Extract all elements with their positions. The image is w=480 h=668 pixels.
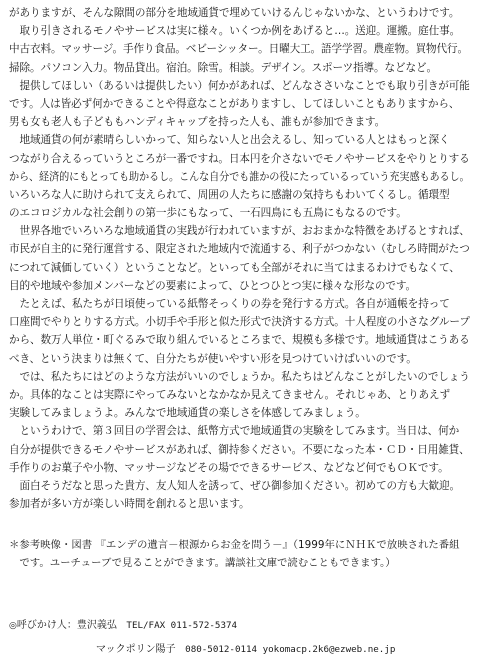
text-line: いろいろな人に助けられて支えられて、周囲の人たちに感謝の気持ちもわいてくるし。循環型 — [9, 188, 450, 201]
text-line: 地域通貨の何が素晴らしいかって、知らない人と出会えるし、知っている人とはもっと深く — [9, 134, 450, 147]
footer-caller — [9, 618, 472, 634]
text-line: から、数万人単位・町ぐるみで取り組んでいるところまで、規模も多様です。地域通貨はこうある — [9, 334, 470, 347]
footer-second-contact — [96, 642, 472, 658]
text-line: たとえば、私たちが日頃使っている紙幣そっくりの券を発行する方式。各自が通帳を持って — [9, 298, 450, 310]
spacer — [9, 513, 470, 531]
caller-label: 呼びかけ人： — [16, 620, 77, 631]
text-line: 参加者が多い方が楽しい時間を創れると思います。 — [9, 498, 250, 511]
reference-note-line-1: ＊参考映像・図書 『エンデの遺言－根源からお金を問う－』（1999年にＮＨＫで放映された番組 — [9, 539, 460, 552]
text-line: 面白そうだなと思った貴方、友人知人を誘って、ぜひ御参加ください。初めての方も大歓迎。 — [9, 479, 461, 492]
second-contact: 080-5012-0114 yokomacp.2k6@ezweb.ne.jp — [185, 644, 396, 655]
text-line: から、経済的にもとっても助かるし。こんな自分でも誰かの役にたっているっていう充実感もあるし。 — [9, 170, 470, 183]
text-line: 世界各地でいろいろな地域通貨の実践が行われていますが、おおまかな特徴をあげるとすれば、 — [9, 225, 470, 238]
text-line: がありますが、そんな隙間の部分を地域通貨で埋めていけるんじゃないかな、というわけです。 — [9, 7, 460, 19]
body-text — [9, 4, 470, 513]
text-line: 目的や地域や参加メンバーなどの要素によって、ひとつひとつ実に様々な形なのです。 — [9, 279, 417, 292]
text-line: か。具体的なことは実際にやってみないとなかなか見えてきません。それじゃあ、とりあえず — [9, 388, 450, 401]
text-line: 手作りのお菓子や小物、マッサージなどその場でできるサービス、などなど何でもＯＫです。 — [9, 461, 449, 474]
text-line: 取り引きされるモノやサービスは実に様々。いくつか例をあげると…。送迎。運搬。庭仕事。 — [9, 25, 461, 38]
second-name: マックポリン陽子 — [96, 644, 176, 655]
text-line: 実験してみましょうよ。みんなで地域通貨の楽しさを体感してみましょう。 — [9, 407, 366, 420]
text-line: というわけで、第３回目の学習会は、紙幣方式で地域通貨の実験をしてみます。当日は、何か — [9, 425, 460, 438]
text-line: 口座間でやりとりする方式。小切手や手形と似た形式で決済する方式。十人程度の小さなグループ — [9, 316, 470, 329]
reference-note-line-2: です。ユーチューブで見ることができます。講談社文庫で読むこともできます。） — [9, 556, 396, 569]
text-line: につれて減価していく）ということなど。といっても全部がそれに当てはまるわけでもなくて、 — [9, 261, 460, 274]
text-line: のエコロジカルな社会創りの第一歩にもなって、一石四鳥にも五鳥にもなるのです。 — [9, 207, 407, 220]
text-line: 提供してほしい（あるいは提供したい）何かがあれば、どんなささいなことでも取り引きが可能 — [9, 79, 470, 92]
text-line: つながり合えるっていうところが一番ですね。日本円を介さないでモノやサービスをやりとりする — [9, 152, 470, 165]
caller-name: 豊沢義弘 — [76, 620, 117, 631]
text-line: べき、という決まりは無くて、自分たちが使いやすい形を見つけていけばいいのです。 — [9, 352, 417, 365]
caller-contact: TEL/FAX 011-572-5374 — [126, 620, 238, 631]
double-circle-mark: ◎ — [9, 621, 17, 631]
text-line: では、私たちにはどのような方法がいいのでしょうか。私たちはどんなことがしたいのでしょう — [9, 370, 470, 383]
text-line: 男も女も老人も子どももハンディキャップを持った人も、誰もが参加できます。 — [9, 116, 386, 129]
text-line: 市民が自主的に発行運営する、限定された地域内で流通する、利子がつかない（むしろ時間がたつ — [9, 243, 470, 256]
text-line: 掃除。パソコン入力。物品貸出。宿泊。除雪。相談。デザイン。スポーツ指導。などなど。 — [9, 61, 438, 74]
text-line: 中古衣料。マッサージ。手作り食品。ベビーシッター。日曜大工。語学学習。農産物。買物代行。 — [9, 43, 468, 56]
text-line: 自分が提供できるモノやサービスがあれば、御持参ください。不要になった本・ＣＤ・日用雑貨、 — [9, 443, 470, 456]
text-line: です。人は皆必ず何かできることや得意なことがありますし、してほしいこともありますから、 — [9, 97, 460, 110]
